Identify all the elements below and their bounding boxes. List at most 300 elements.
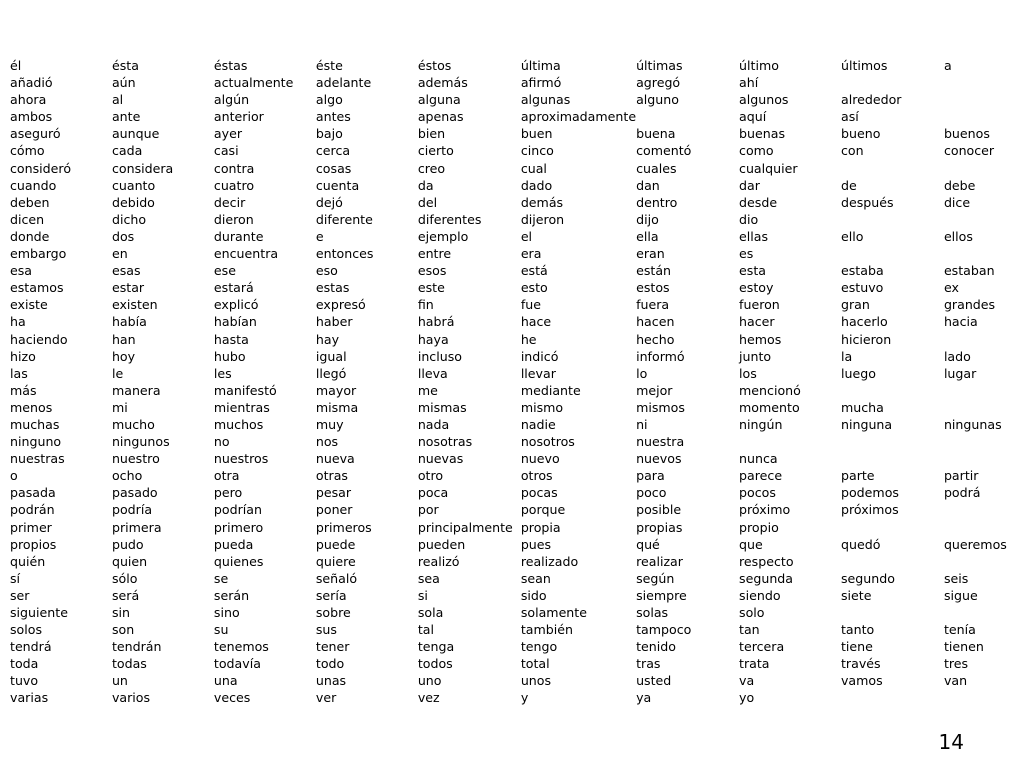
word-cell: ocho [111, 468, 143, 484]
word-cell: seis [943, 570, 969, 586]
word-cell: aproximadamente [520, 109, 637, 125]
word-cell: nosotros [520, 434, 575, 450]
word-cell: ellos [943, 228, 973, 244]
word-cell: trata [739, 656, 770, 672]
word-cell: dicho [111, 211, 147, 227]
word-cell: ambos [10, 109, 53, 125]
word-cell: algo [315, 92, 343, 108]
word-cell: hecho [636, 331, 675, 347]
word-cell: solas [636, 605, 669, 620]
word-cell: todas [111, 656, 147, 672]
word-cell: sido [520, 587, 547, 603]
word-cell: ex [943, 280, 959, 296]
word-cell: junto [739, 348, 772, 364]
word-cell: algún [213, 92, 250, 108]
word-cell: cerca [315, 143, 351, 159]
word-cell: otras [315, 468, 348, 484]
word-cell: podrá [943, 485, 981, 501]
word-cell: partir [943, 468, 979, 484]
word-cell: pasado [111, 485, 158, 501]
word-cell: tres [943, 656, 969, 672]
word-cell: dicen [10, 211, 45, 227]
word-cell: sólo [111, 570, 138, 586]
word-cell: cuanto [111, 177, 156, 193]
word-cell: dan [636, 177, 660, 193]
word-cell: incluso [417, 348, 462, 364]
word-cell: realizar [636, 553, 683, 569]
word-cell: quiere [315, 553, 356, 569]
word-cell: llegó [315, 365, 347, 381]
word-cell: hacer [739, 314, 775, 330]
word-cell: quedó [840, 536, 881, 552]
word-cell: dice [943, 194, 971, 210]
word-cell: será [111, 587, 140, 603]
word-cell: casi [213, 143, 239, 159]
word-cell: nuevos [636, 451, 682, 467]
word-cell: más [10, 382, 37, 398]
word-cell: quienes [213, 553, 264, 569]
word-cell: nuestro [111, 451, 160, 467]
word-cell: primera [111, 519, 162, 535]
word-cell [944, 91, 1024, 108]
word-cell: cinco [520, 143, 554, 159]
word-cell [841, 604, 944, 621]
word-cell: encuentra [213, 246, 279, 262]
word-cell: alrededor [840, 92, 902, 108]
table-row [10, 519, 1024, 536]
word-cell: también [520, 622, 573, 638]
word-cell: van [943, 673, 968, 689]
word-cell: podrán [10, 502, 55, 518]
word-cell: señaló [315, 570, 358, 586]
word-cell: el [520, 228, 533, 244]
word-cell: pero [213, 485, 243, 501]
word-cell: tan [739, 622, 760, 638]
table-row [10, 553, 1024, 570]
word-cell: sean [520, 570, 551, 586]
word-cell: otros [520, 468, 553, 484]
word-cell: dado [520, 177, 553, 193]
word-cell: siete [840, 587, 872, 603]
word-cell: unas [315, 673, 347, 689]
word-cell [841, 74, 944, 91]
word-cell [841, 245, 944, 262]
word-cell: pudo [111, 536, 144, 552]
word-cell: poner [315, 502, 353, 518]
word-cell: sus [315, 622, 337, 638]
word-cell: han [111, 331, 136, 347]
word-cell: sea [417, 570, 440, 586]
word-cell [944, 74, 1024, 91]
word-cell: que [739, 536, 763, 552]
table-row [10, 57, 1024, 74]
word-cell: fue [520, 297, 541, 313]
table-row [10, 621, 1024, 638]
table-row [10, 382, 1024, 399]
word-cell: va [739, 673, 755, 689]
word-cell: lugar [943, 365, 977, 381]
word-cell: estará [213, 280, 254, 296]
word-cell: queremos [943, 536, 1007, 552]
word-cell: posible [636, 502, 682, 518]
word-cell: cuenta [315, 177, 360, 193]
word-cell: propias [636, 519, 683, 535]
word-cell: tenido [636, 639, 676, 655]
word-cell: hubo [213, 348, 246, 364]
word-cell: sigue [943, 587, 978, 603]
word-cell: haya [417, 331, 449, 347]
word-cell: vez [417, 690, 440, 706]
word-cell: pocas [520, 485, 558, 501]
word-cell: cuales [636, 160, 677, 176]
word-cell: tal [417, 622, 434, 638]
word-cell: después [840, 194, 894, 210]
word-cell: como [739, 143, 774, 159]
word-cell: última [520, 58, 561, 73]
word-cell: he [520, 331, 537, 347]
word-cell: afirmó [520, 75, 562, 91]
word-cell [841, 433, 944, 450]
word-cell: estoy [739, 280, 774, 296]
word-cell: al [111, 92, 124, 108]
word-cell: próximos [840, 502, 899, 518]
table-row [10, 142, 1024, 159]
word-cell: si [417, 587, 428, 603]
word-cell: usted [636, 673, 672, 689]
word-cell: total [520, 656, 550, 672]
word-cell: entonces [315, 246, 374, 262]
word-cell: anterior [213, 109, 264, 125]
word-cell: respecto [739, 553, 794, 569]
word-cell [944, 450, 1024, 467]
word-cell: mayor [315, 382, 357, 398]
word-cell: tercera [739, 639, 785, 655]
word-cell: para [636, 468, 665, 484]
word-cell: segunda [739, 570, 794, 586]
word-cell: podemos [840, 485, 899, 501]
word-cell: ya [636, 690, 652, 706]
word-cell: tendrá [10, 639, 52, 655]
word-cell: le [111, 365, 124, 381]
word-cell [944, 501, 1024, 518]
word-cell: tenga [417, 639, 455, 655]
word-cell [944, 160, 1024, 177]
table-row [10, 177, 1024, 194]
word-cell: hace [520, 314, 552, 330]
table-row [10, 689, 1024, 706]
table-row [10, 570, 1024, 587]
word-cell: había [111, 314, 147, 330]
stopword-table [10, 57, 1024, 707]
word-cell: aquí [739, 109, 767, 125]
word-cell: luego [840, 365, 876, 381]
word-cell: ejemplo [417, 228, 469, 244]
word-cell: deben [10, 194, 50, 210]
word-cell: principalmente [417, 519, 513, 535]
word-cell [944, 553, 1024, 570]
word-cell: parece [739, 468, 783, 484]
word-cell: eso [315, 263, 338, 279]
word-cell: según [636, 570, 675, 586]
word-cell: ellas [739, 228, 769, 244]
word-cell: hacerlo [840, 314, 888, 330]
word-cell: contra [213, 160, 255, 176]
word-cell: dejó [315, 194, 343, 210]
word-cell: muchos [213, 416, 264, 432]
word-cell: propios [10, 536, 57, 552]
word-cell: haciendo [10, 331, 68, 347]
word-cell: estuvo [840, 280, 884, 296]
word-cell: no [213, 434, 230, 450]
word-cell: uno [417, 673, 442, 689]
word-cell: mismos [636, 399, 685, 415]
word-cell: éstos [417, 58, 452, 73]
table-row [10, 125, 1024, 142]
table-row [10, 604, 1024, 621]
word-cell: él [10, 58, 22, 73]
table-row [10, 672, 1024, 689]
word-cell: todos [417, 656, 453, 672]
stopword-table-body [10, 57, 1024, 707]
word-cell [944, 108, 1024, 125]
table-row [10, 587, 1024, 604]
word-cell: cuatro [213, 177, 255, 193]
word-cell: ella [636, 228, 659, 244]
word-cell: otra [213, 468, 240, 484]
word-cell: último [739, 58, 779, 73]
word-cell: misma [315, 399, 359, 415]
word-cell: por [417, 502, 439, 518]
word-cell: dijeron [520, 211, 565, 227]
word-cell: cualquier [739, 160, 798, 176]
word-cell: algunas [520, 92, 571, 108]
word-cell: parte [840, 468, 875, 484]
table-row [10, 331, 1024, 348]
word-cell: tenemos [213, 639, 269, 655]
word-cell: en [111, 246, 128, 262]
word-cell: eran [636, 246, 665, 262]
table-row [10, 262, 1024, 279]
word-cell: ante [111, 109, 141, 125]
word-cell: alguna [417, 92, 461, 108]
word-cell: pocos [739, 485, 776, 501]
word-cell: tras [636, 656, 661, 672]
word-cell: ningunos [111, 434, 170, 450]
word-cell: está [520, 263, 548, 279]
word-cell: sin [111, 605, 130, 620]
word-cell [944, 689, 1024, 706]
word-cell: muchas [10, 416, 60, 432]
word-cell: nosotras [417, 434, 473, 450]
word-cell: podrían [213, 502, 262, 518]
word-cell: diferentes [417, 211, 482, 227]
word-cell: hoy [111, 348, 136, 364]
word-cell: mucho [111, 416, 155, 432]
table-row [10, 416, 1024, 433]
table-row [10, 433, 1024, 450]
word-cell: realizó [417, 553, 460, 569]
word-cell: una [213, 673, 238, 689]
word-cell: pesar [315, 485, 352, 501]
word-cell: ayer [213, 126, 243, 142]
word-cell: tengo [520, 639, 558, 655]
word-cell: explicó [213, 297, 259, 313]
word-cell: demás [520, 194, 564, 210]
word-cell: últimos [840, 58, 888, 73]
word-cell: nadie [520, 416, 556, 432]
word-cell: habrá [417, 314, 455, 330]
table-row [10, 108, 1024, 125]
word-cell: de [840, 177, 857, 193]
word-cell: buena [636, 126, 676, 142]
word-cell: fuera [636, 297, 670, 313]
word-cell: muy [315, 416, 344, 432]
word-cell: ello [840, 228, 864, 244]
word-cell: mi [111, 399, 128, 415]
word-cell: momento [739, 399, 800, 415]
word-cell: estaban [943, 263, 995, 279]
word-cell: además [417, 75, 468, 91]
word-cell: informó [636, 348, 685, 364]
word-cell: realizado [520, 553, 579, 569]
table-row [10, 450, 1024, 467]
word-cell: cosas [315, 160, 352, 176]
word-cell [841, 382, 944, 399]
word-cell: dieron [213, 211, 254, 227]
word-cell: es [739, 246, 754, 262]
word-cell: propia [520, 519, 561, 535]
word-cell: siempre [636, 587, 687, 603]
word-cell: unos [520, 673, 552, 689]
table-row [10, 313, 1024, 330]
word-cell: e [315, 228, 324, 244]
word-cell: todo [315, 656, 345, 672]
table-row [10, 501, 1024, 518]
word-cell: esas [111, 263, 141, 279]
word-cell [636, 108, 739, 125]
word-cell: bien [417, 126, 446, 142]
word-cell: considera [111, 160, 174, 176]
word-cell [841, 160, 944, 177]
word-cell: otro [417, 468, 444, 484]
word-cell: mejor [636, 382, 673, 398]
word-cell [944, 433, 1024, 450]
word-cell: sí [10, 570, 21, 586]
word-cell: estos [636, 280, 670, 296]
word-cell: estamos [10, 280, 64, 296]
word-cell: qué [636, 536, 660, 552]
word-cell: dos [111, 228, 135, 244]
word-cell: algunos [739, 92, 789, 108]
word-cell: últimas [636, 58, 683, 73]
table-row [10, 365, 1024, 382]
word-cell: yo [739, 690, 755, 706]
word-cell: hicieron [840, 331, 892, 347]
word-cell: un [111, 673, 128, 689]
word-cell: dar [739, 177, 760, 193]
word-cell: y [520, 690, 529, 706]
word-cell: apenas [417, 109, 464, 125]
word-cell: hacia [943, 314, 978, 330]
word-cell: era [520, 246, 542, 262]
word-cell: cómo [10, 143, 45, 159]
word-cell: mismas [417, 399, 467, 415]
word-cell: hasta [213, 331, 249, 347]
word-cell: expresó [315, 297, 366, 313]
table-row [10, 467, 1024, 484]
word-cell: donde [10, 228, 50, 244]
word-cell: puede [315, 536, 356, 552]
word-cell: tampoco [636, 622, 692, 638]
word-cell: segundo [840, 570, 895, 586]
word-cell: debido [111, 194, 155, 210]
word-cell: aunque [111, 126, 160, 142]
word-cell: dijo [636, 211, 659, 227]
word-cell [841, 553, 944, 570]
word-cell: sobre [315, 605, 351, 620]
word-cell: nunca [739, 451, 778, 467]
word-cell: entre [417, 246, 452, 262]
table-row [10, 655, 1024, 672]
word-cell: conocer [943, 143, 995, 159]
word-cell: serán [213, 587, 250, 603]
table-row [10, 638, 1024, 655]
word-cell: éste [315, 58, 343, 73]
word-cell: porque [520, 502, 566, 518]
word-cell: esto [520, 280, 548, 296]
word-cell: o [10, 468, 18, 484]
word-cell: haber [315, 314, 353, 330]
word-cell: veces [213, 690, 251, 706]
word-cell: cual [520, 160, 547, 176]
word-cell: fin [417, 297, 434, 313]
word-cell: sería [315, 587, 347, 603]
word-cell: manera [111, 382, 161, 398]
table-row [10, 211, 1024, 228]
word-cell: nos [315, 434, 339, 450]
word-cell: tiene [840, 639, 873, 655]
word-cell: través [840, 656, 881, 672]
word-cell: mismo [520, 399, 564, 415]
word-cell: consideró [10, 160, 72, 176]
word-cell: hizo [10, 348, 36, 364]
word-cell: agregó [636, 75, 681, 91]
word-cell: poco [636, 485, 667, 501]
word-cell: primero [213, 519, 264, 535]
word-cell: actualmente [213, 75, 294, 91]
word-cell: decir [213, 194, 246, 210]
word-cell [944, 245, 1024, 262]
word-cell: aseguró [10, 126, 61, 142]
word-cell: nuestros [213, 451, 269, 467]
word-cell: del [417, 194, 438, 210]
word-cell: vamos [840, 673, 883, 689]
word-cell: lado [943, 348, 971, 364]
table-row [10, 296, 1024, 313]
word-cell: esta [739, 263, 766, 279]
word-cell: ha [10, 314, 26, 330]
table-row [10, 245, 1024, 262]
word-cell: primer [10, 519, 52, 535]
word-cell: embargo [10, 246, 67, 262]
word-cell: antes [315, 109, 351, 125]
word-cell: este [417, 280, 445, 296]
word-cell: solamente [520, 605, 587, 620]
word-cell: ningunas [943, 416, 1002, 432]
word-cell: ni [636, 416, 648, 432]
word-cell: alguno [636, 92, 679, 108]
word-cell: ese [213, 263, 236, 279]
